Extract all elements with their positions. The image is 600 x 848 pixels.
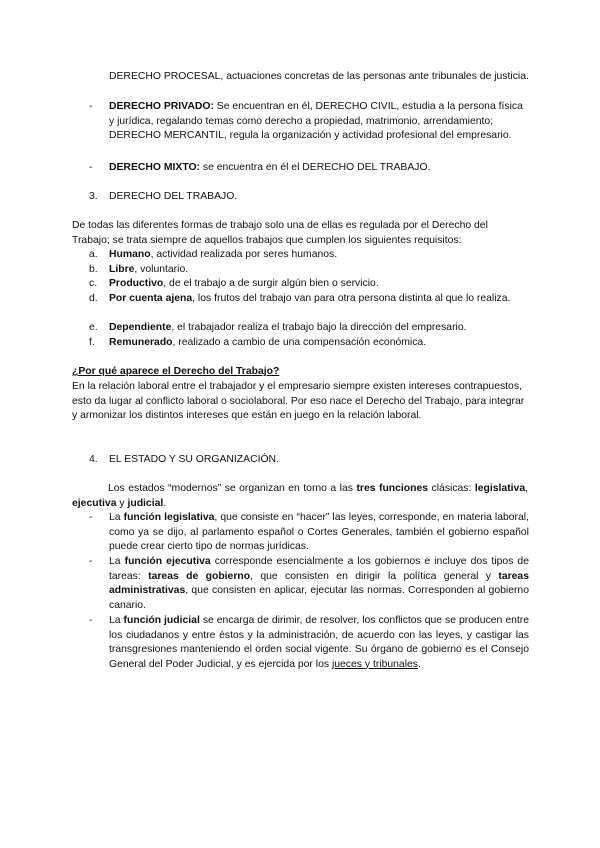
bold-run: función legislativa xyxy=(123,512,215,523)
bullet-derecho-mixto xyxy=(109,161,529,176)
underlined-run: jueces y tribunales xyxy=(331,658,418,670)
text-run: clásicas: xyxy=(428,483,475,494)
text-run: corresponde esencialmente a los gobiernos e incluye dos tipos de tareas: xyxy=(109,556,529,582)
list-item-bold: Libre xyxy=(109,264,135,275)
list-item xyxy=(109,248,529,263)
text-run: La xyxy=(109,556,125,567)
list-item xyxy=(109,292,529,307)
list-item-bold: Humano xyxy=(109,249,151,260)
text-run: . xyxy=(418,658,421,670)
bullet-marker: - xyxy=(89,162,93,173)
estado-intro-paragraph xyxy=(72,482,528,511)
list-item xyxy=(109,336,529,351)
text-run: . xyxy=(163,497,167,509)
list-marker: a. xyxy=(89,249,98,260)
text-run: , que consisten en dirigir la política general y xyxy=(250,570,499,582)
bullet-marker: - xyxy=(89,512,93,523)
bullet-marker: - xyxy=(89,556,93,567)
bullet-funcion-ejecutiva xyxy=(109,555,529,613)
list-marker: d. xyxy=(89,293,98,304)
bold-run: legislativa xyxy=(474,483,526,494)
bullet-bold: DERECHO MIXTO: xyxy=(109,162,201,173)
text-run: La xyxy=(109,512,124,523)
bullet-text: se encuentra en él el DERECHO DEL TRABAJO. xyxy=(200,162,431,173)
list-item xyxy=(109,277,529,292)
list-item-text: , los frutos del trabajo van para otra persona distinta al que lo realiza. xyxy=(192,293,511,304)
text-run: , que consiste en “hacer” las leyes, corresponde, en materia laboral, como ya se dijo, al parlamento español o Cortes Generales, también el gobierno español puede crear cierto tipo de normas jurídicas. xyxy=(109,512,529,553)
bullet-derecho-privado xyxy=(109,100,529,144)
list-item-bold: Dependiente xyxy=(109,322,172,333)
list-item-bold: Productivo xyxy=(109,278,164,289)
text-run: se encarga de dirimir, de resolver, los conflictos que se producen entre los ciudadanos y entre éstos y la administración, de acuerdo con las leyes, y castigar las transgresiones manteniendo el orden social vigente. Su órgano de gobierno es el Consejo General del Poder Judicial, y es ejercida por los xyxy=(109,615,530,670)
bullet-funcion-legislativa xyxy=(109,511,529,555)
list-item-bold: Remunerado xyxy=(109,337,173,348)
bold-run: tareas administrativas xyxy=(109,570,529,597)
bold-run: tres funciones xyxy=(356,483,429,494)
list-item-bold: Por cuenta ajena xyxy=(109,293,193,304)
list-item xyxy=(109,263,529,278)
bullet-funcion-judicial xyxy=(109,614,529,672)
question-heading xyxy=(72,365,528,380)
section-3-title: DERECHO DEL TRABAJO. xyxy=(109,191,238,202)
bold-run: tareas de gobierno xyxy=(148,570,251,582)
text-run: , xyxy=(525,483,528,494)
section-4-number: 4. xyxy=(89,454,98,465)
list-item-text: , realizado a cambio de una compensación económica. xyxy=(172,337,427,348)
list-marker: c. xyxy=(89,278,98,289)
list-item-text: , de el trabajo a de surgir algún bien o servicio. xyxy=(163,278,379,289)
list-marker: f. xyxy=(89,337,95,348)
text-run: y xyxy=(116,497,128,509)
paragraph-requisitos: De todas las diferentes formas de trabajo solo una de ellas es regulada por el Derecho del Trabajo; se trata siempre de aquellos trabajos que cumplen los siguientes requisitos: xyxy=(72,220,488,246)
bold-run: función judicial xyxy=(123,615,200,626)
bullet-marker: - xyxy=(89,101,93,112)
bold-run: ejecutiva xyxy=(72,497,117,509)
question-heading-text: ¿Por qué aparece el Derecho del Trabajo? xyxy=(72,366,280,377)
bold-run: función ejecutiva xyxy=(124,556,211,567)
bullet-bold: DERECHO PRIVADO: xyxy=(109,101,214,112)
intro-continuation: DERECHO PROCESAL, actuaciones concretas de las personas ante tribunales de justicia. xyxy=(109,71,529,82)
list-marker: b. xyxy=(89,264,98,275)
section-4-title: EL ESTADO Y SU ORGANIZACIÓN. xyxy=(109,454,279,465)
text-run: Los estados “modernos” se organizan en torno a las xyxy=(108,483,357,494)
text-run: La xyxy=(109,615,124,626)
bullet-marker: - xyxy=(89,615,93,626)
bullet-text: Se encuentran en él, DERECHO CIVIL, estudia a la persona física y jurídica, regalando temas como derecho a propiedad, matrimonio, arrendamiento; DERECHO MERCANTIL, regula la organización y actividad profesional del empresario. xyxy=(109,101,523,142)
bold-run: judicial xyxy=(127,497,164,509)
text-run: , que consisten en aplicar, ejecutar las normas. Corresponden al gobierno canario. xyxy=(109,585,529,611)
list-item-text: , el trabajador realiza el trabajo bajo la dirección del empresario. xyxy=(171,322,467,333)
question-paragraph: En la relación laboral entre el trabajador y el empresario siempre existen intereses contrapuestos, esto da lugar al conflicto laboral o sociolaboral. Por eso nace el Derecho del Trabajo, para integrar y armonizar los distintos intereses que están en juego en la relación laboral. xyxy=(72,381,525,422)
section-3-number: 3. xyxy=(89,191,98,202)
list-marker: e. xyxy=(89,322,98,333)
list-item-text: , voluntario. xyxy=(134,264,189,275)
list-item-text: , actividad realizada por seres humanos. xyxy=(150,249,338,260)
list-item xyxy=(109,321,529,336)
